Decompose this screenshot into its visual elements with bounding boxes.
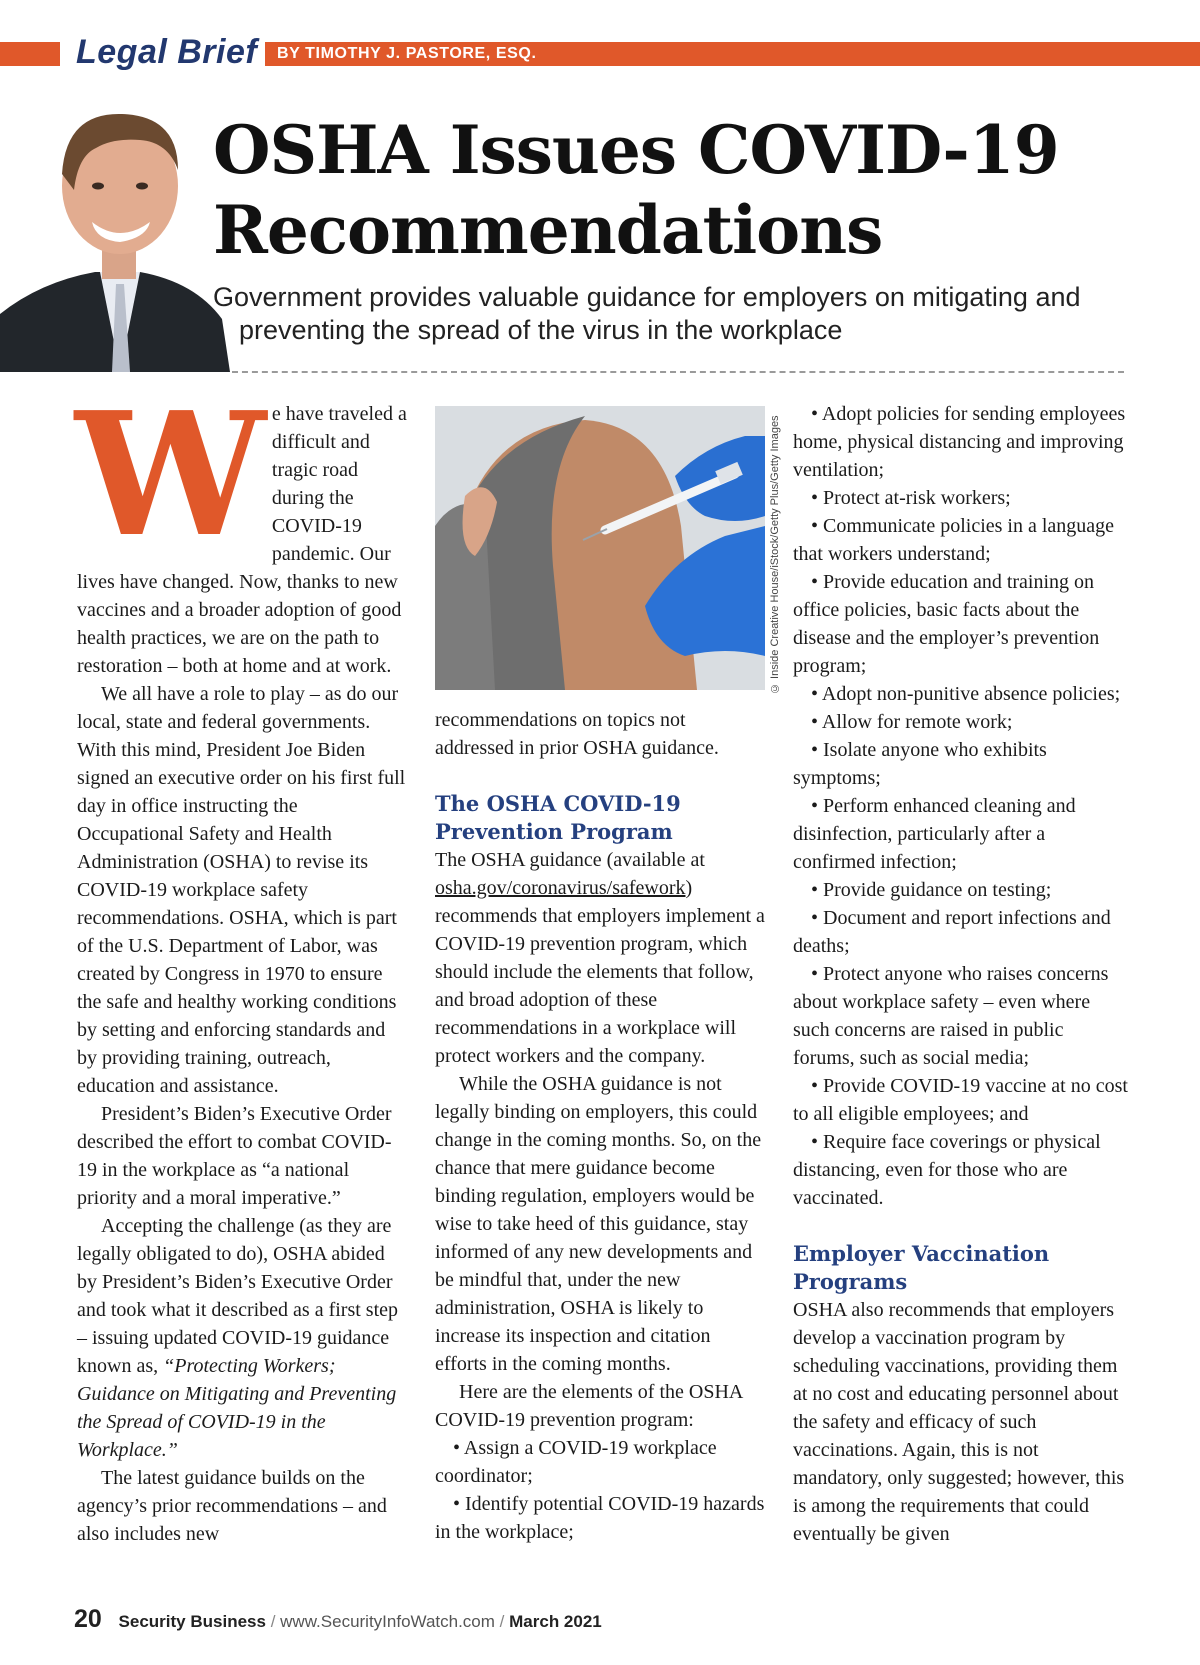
paragraph: OSHA also recommends that employers develop a vaccination program by scheduling vaccinations, providing them at no cost and educating personnel about the safety and efficacy of such vaccinations. Again, this is not mandatory, only suggested; however, this is among the requirements that could eventually be given [793,1299,1125,1545]
section-heading: The OSHA COVID-19 Prevention Program [435,791,681,844]
paragraph: President’s Biden’s Executive Order described the effort to combat COVID-19 in the workplace as “a national priority and a moral imperative.” [77,1103,392,1209]
paragraph: e have traveled a difficult and tragic road during the COVID-19 pandemic. Our lives have changed. Now, thanks to new vaccines and a broader adoption of good health practices, we are on the path to restoration – both at home and at work. [77,403,407,677]
list-item: • Document and report infections and deaths; [793,907,1111,957]
drop-cap: W [75,375,266,575]
paragraph: While the OSHA guidance is not legally binding on employers, this could change in the coming months. So, on the chance that mere guidance become binding regulation, employers would be wise to take heed of this guidance, stay informed of any new developments and be mindful that, under the new administration, OSHA is likely to increase its inspection and citation efforts in the coming months. [435,1073,762,1375]
paragraph: Here are the elements of the OSHA COVID-19 prevention program: [435,1381,743,1431]
spacer [435,762,765,790]
article-subtitle [213,281,1173,347]
list-item: • Provide education and training on office policies, basic facts about the disease and the employer’s prevention program; [793,571,1100,677]
paragraph [77,1212,407,1464]
article-subtitle-line-2: preventing the spread of the virus in the workplace [239,315,843,345]
list-item: • Provide guidance on testing; [811,879,1052,901]
spacer [793,1212,1128,1240]
header-accent-bar-left [0,42,60,66]
list-item: • Identify potential COVID-19 hazards in the workplace; [435,1493,765,1543]
column-3 [793,400,1128,1548]
paragraph [435,846,765,1070]
paragraph-text: Accepting the challenge (as they are legally obligated to do), OSHA abided by President’s Biden’s Executive Order and took what it described as a first step – issuing updated COVID-19 guidance known as, [77,1215,399,1377]
article-title-line-2: Recommendations [213,191,883,269]
column-2 [435,706,765,1546]
divider [232,371,1124,373]
byline: BY TIMOTHY J. PASTORE, ESQ. [277,45,537,62]
paragraph-text: ) recommends that employers implement a COVID-19 prevention program, which should include the elements that follow, and broad adoption of these recommendations in a workplace will protect workers and the company. [435,877,765,1067]
list-item: • Require face coverings or physical distancing, even for those who are vaccinated. [793,1131,1101,1209]
column-1 [75,375,407,1548]
list-item: • Provide COVID-19 vaccine at no cost to all eligible employees; and [793,1075,1128,1125]
section-label: Legal Brief [76,33,258,71]
list-item: • Communicate policies in a language that workers understand; [793,515,1115,565]
list-item: • Adopt non-punitive absence policies; [811,683,1121,705]
footer-separator: / [270,1612,276,1631]
article-subtitle-line-1: Government provides valuable guidance for employers on mitigating and [213,282,1081,312]
list-item: • Protect anyone who raises concerns about workplace safety – even where such concerns are raised in public forums, such as social media; [793,963,1109,1069]
vaccination-photo-icon [435,406,765,690]
paragraph: The latest guidance builds on the agency’s prior recommendations – and also includes new [77,1467,387,1545]
list-item: • Perform enhanced cleaning and disinfection, particularly after a confirmed infection; [793,795,1076,873]
article-title [213,110,1059,270]
guidance-title: “Protecting Workers; Guidance on Mitigating and Preventing the Spread of COVID-19 in the Workplace.” [77,1355,397,1461]
author-portrait-icon [0,104,230,372]
article-title-line-1: OSHA Issues COVID-19 [213,111,1059,189]
photo-credit: © Inside Creative House/iStock/Getty Plus/Getty Images [769,415,781,694]
page-footer [74,1605,602,1634]
list-item: • Protect at-risk workers; [811,487,1011,509]
footer-separator: / [499,1612,505,1631]
magazine-name: Security Business [118,1612,266,1631]
issue-date: March 2021 [509,1612,602,1631]
paragraph: recommendations on topics not addressed in prior OSHA guidance. [435,709,719,759]
osha-guidance-link[interactable]: osha.gov/coronavirus/safework [435,877,686,899]
list-item: • Allow for remote work; [811,711,1013,733]
page-number: 20 [74,1605,102,1633]
website-url: www.SecurityInfoWatch.com [280,1612,495,1631]
list-item: • Adopt policies for sending employees home, physical distancing and improving ventilation; [793,403,1126,481]
paragraph: We all have a role to play – as do our local, state and federal governments. With this mind, President Joe Biden signed an executive order on his first full day in office instructing the Occupational Safety and Health Administration (OSHA) to revise its COVID-19 workplace safety recommendations. OSHA, which is part of the U.S. Department of Labor, was created by Congress in 1970 to ensure the safe and healthy working conditions by setting and enforcing standards and by providing training, outreach, education and assistance. [77,683,406,1097]
section-heading: Employer Vaccination Programs [793,1241,1050,1294]
list-item: • Assign a COVID-19 workplace coordinator; [435,1437,717,1487]
list-item: • Isolate anyone who exhibits symptoms; [793,739,1047,789]
paragraph-text: The OSHA guidance (available at [435,849,705,871]
